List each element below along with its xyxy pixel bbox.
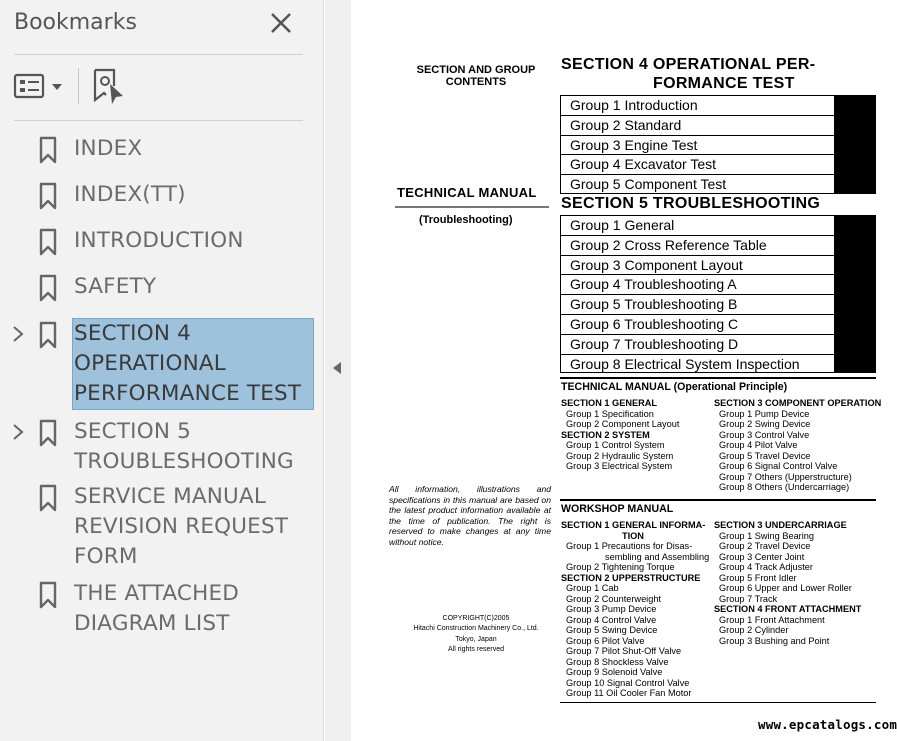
op-principle-title: TECHNICAL MANUAL (Operational Principle) — [561, 381, 788, 393]
bookmark-item[interactable] — [0, 416, 318, 480]
workshop-title: WORKSHOP MANUAL — [561, 503, 674, 515]
group-label: Group 4 Excavator Test — [570, 156, 717, 173]
chevron-right-icon[interactable] — [9, 423, 27, 441]
options-menu-icon — [12, 68, 66, 104]
group-entry: Group 3 Pump Device — [566, 604, 657, 614]
group-label: Group 5 Troubleshooting B — [570, 296, 738, 313]
group-row[interactable] — [560, 115, 876, 135]
copyright: COPYRIGHT(C)2005 Hitachi Construction Machinery Co., Ltd. Tokyo, Japan All rights reserved — [413, 615, 539, 654]
group-row[interactable] — [560, 274, 876, 294]
index-tab — [834, 334, 876, 354]
group-row[interactable] — [560, 215, 876, 235]
document-page — [351, 0, 897, 741]
bookmark-icon — [38, 321, 58, 349]
group-entry: Group 8 Others (Undercarriage) — [719, 482, 850, 492]
index-tab — [834, 354, 876, 373]
group-entry: Group 2 Component Layout — [566, 419, 680, 429]
group-label: Group 2 Cross Reference Table — [570, 236, 767, 253]
section-heading: SECTION 4 FRONT ATTACHMENT — [714, 604, 862, 614]
group-entry: Group 8 Shockless Valve — [566, 656, 669, 667]
bookmark-icon — [38, 228, 58, 256]
group-entry: Group 1 Swing Bearing — [719, 530, 814, 541]
group-entry: Group 3 Control Valve — [719, 429, 810, 440]
group-entry: Group 1 Specification — [566, 408, 654, 419]
group-row[interactable] — [560, 135, 876, 155]
group-entry: Group 3 Center Joint — [719, 551, 805, 562]
group-label: Group 1 Introduction — [570, 97, 698, 113]
op-principle-right-column — [714, 398, 881, 493]
group-row[interactable] — [560, 95, 876, 115]
group-entry: Group 2 Travel Device — [719, 541, 811, 551]
section-heading: SECTION 1 GENERAL — [561, 398, 657, 408]
rule — [560, 702, 876, 703]
bookmark-item[interactable] — [0, 133, 318, 167]
bookmark-label: INDEX(TT) — [74, 182, 186, 207]
index-tab — [834, 135, 876, 155]
group-entry: Group 1 Pump Device — [719, 408, 810, 419]
section-heading: SECTION 1 GENERAL INFORMA- — [561, 520, 706, 530]
group-label: Group 3 Component Layout — [570, 256, 743, 273]
group-label: Group 2 Standard — [570, 116, 682, 133]
group-label: Group 5 Component Test — [570, 176, 727, 193]
index-tab — [834, 95, 876, 115]
group-entry: Group 4 Pilot Valve — [719, 440, 798, 450]
group-entry: Group 6 Signal Control Valve — [719, 461, 838, 471]
group-row[interactable] — [560, 294, 876, 314]
group-entry: Group 5 Swing Device — [566, 625, 658, 635]
group-row[interactable] — [560, 255, 876, 275]
index-tab — [834, 174, 876, 193]
index-tab — [834, 115, 876, 135]
section5-title: SECTION 5 TROUBLESHOOTING — [561, 195, 821, 212]
panel-title: Bookmarks — [14, 10, 137, 35]
find-bookmark-icon — [90, 66, 128, 106]
footer-url: www.epcatalogs.com — [758, 717, 897, 732]
group-entry: Group 2 Counterweight — [566, 593, 661, 604]
group-entry: Group 10 Signal Control Valve — [566, 677, 690, 688]
section5-group-table — [560, 215, 876, 373]
group-label: Group 7 Troubleshooting D — [570, 335, 739, 352]
group-entry: Group 5 Front Idler — [719, 572, 797, 583]
bookmark-item[interactable] — [0, 179, 318, 213]
group-entry: Group 3 Electrical System — [566, 461, 673, 471]
bookmark-label: THE ATTACHED DIAGRAM LIST — [74, 581, 240, 636]
workshop-right-column — [714, 520, 861, 646]
toolbar-separator — [78, 68, 79, 104]
chevron-right-icon[interactable] — [9, 325, 27, 343]
group-entry: Group 11 Oil Cooler Fan Motor — [566, 688, 692, 698]
section-heading: SECTION 3 UNDERCARRIAGE — [714, 520, 847, 530]
group-entry: Group 2 Swing Device — [719, 419, 811, 429]
bookmark-item[interactable] — [0, 578, 318, 642]
bookmark-item[interactable] — [0, 271, 318, 305]
index-tab — [834, 274, 876, 294]
bookmark-icon — [38, 581, 58, 609]
group-entry: Group 9 Solenoid Valve — [566, 667, 663, 677]
bookmark-icon — [38, 274, 58, 302]
group-label: Group 3 Engine Test — [570, 136, 698, 153]
group-entry: Group 4 Track Adjuster — [719, 562, 813, 572]
group-entry: Group 2 Tightening Torque — [566, 562, 675, 572]
bookmark-item[interactable] — [0, 318, 318, 412]
group-entry: Group 1 Cab — [566, 583, 619, 593]
index-tab — [834, 235, 876, 255]
section-heading: SECTION 2 UPPERSTRUCTURE — [561, 572, 701, 583]
bookmark-item[interactable] — [0, 481, 318, 575]
bookmark-label: INTRODUCTION — [74, 228, 244, 253]
manual-subtitle: (Troubleshooting) — [419, 214, 513, 226]
bookmark-label: SECTION 5 TROUBLESHOOTING — [74, 419, 294, 474]
bookmark-label: INDEX — [74, 136, 143, 161]
group-row[interactable] — [560, 334, 876, 354]
section4-title-line1: SECTION 4 OPERATIONAL PER- — [561, 56, 816, 73]
bookmark-icon — [38, 484, 58, 512]
group-label: Group 6 Troubleshooting C — [570, 315, 739, 332]
section4-group-table — [560, 95, 876, 194]
group-entry: Group 7 Pilot Shut-Off Valve — [566, 646, 682, 656]
index-tab — [834, 314, 876, 334]
manual-title: TECHNICAL MANUAL — [397, 185, 537, 200]
group-row[interactable] — [560, 354, 876, 374]
group-entry: Group 3 Bushing and Point — [719, 635, 830, 646]
options-menu-button[interactable] — [12, 68, 66, 104]
group-entry: Group 1 Precautions for Disas- — [566, 541, 693, 551]
group-row[interactable] — [560, 154, 876, 174]
group-label: Group 1 General — [570, 217, 675, 233]
section-group-heading: SECTION AND GROUP CONTENTS — [416, 64, 536, 88]
find-bookmark-button[interactable] — [90, 66, 128, 106]
group-entry: Group 2 Hydraulic System — [566, 450, 674, 461]
group-entry: Group 4 Control Valve — [566, 614, 657, 625]
group-entry: Group 7 Others (Upperstructure) — [719, 471, 852, 482]
group-entry: Group 5 Travel Device — [719, 450, 811, 461]
group-row[interactable] — [560, 314, 876, 334]
group-entry: Group 2 Cylinder — [719, 625, 789, 635]
bookmark-icon — [38, 136, 58, 164]
bookmarks-panel — [0, 0, 324, 741]
bookmark-icon — [38, 419, 58, 447]
section-heading: SECTION 3 COMPONENT OPERATION — [714, 398, 882, 408]
section4-title-line2: FORMANCE TEST — [653, 75, 795, 92]
bookmark-item[interactable] — [0, 225, 318, 259]
group-entry: Group 1 Control System — [566, 440, 665, 450]
group-entry: Group 6 Pilot Valve — [566, 635, 645, 646]
group-row[interactable] — [560, 174, 876, 194]
group-label: Group 8 Electrical System Inspection — [570, 355, 800, 372]
section-heading: SECTION 2 SYSTEM — [561, 429, 650, 440]
index-tab — [834, 255, 876, 275]
bookmark-label: SECTION 4 OPERATIONAL PERFORMANCE TEST — [74, 321, 302, 406]
title-rule — [395, 206, 549, 208]
group-entry: Group 1 Front Attachment — [719, 614, 825, 625]
bookmark-label: SERVICE MANUAL REVISION REQUEST FORM — [74, 484, 289, 569]
group-entry: Group 6 Upper and Lower Roller — [719, 583, 852, 593]
rule — [560, 377, 876, 379]
group-row[interactable] — [560, 235, 876, 255]
op-principle-left-column — [561, 398, 679, 472]
divider — [14, 120, 303, 121]
group-label: Group 4 Troubleshooting A — [570, 276, 737, 293]
group-entry: Group 7 Track — [719, 593, 778, 604]
bookmark-label: SAFETY — [74, 274, 157, 299]
rule — [560, 499, 876, 501]
disclaimer: All information, illustrations and specifications in this manual are based on the latest product information available at the time of publication. The right is reserved to make changes at any time without notice. — [389, 484, 551, 547]
close-icon[interactable] — [266, 8, 296, 38]
index-tab — [834, 294, 876, 314]
section-heading: TION — [622, 530, 644, 541]
index-tab — [834, 215, 876, 235]
bookmark-icon — [38, 182, 58, 210]
divider — [14, 54, 303, 55]
workshop-left-column — [561, 520, 709, 699]
collapse-panel-icon[interactable] — [330, 360, 344, 376]
index-tab — [834, 154, 876, 174]
group-entry: sembling and Assembling — [605, 551, 710, 562]
